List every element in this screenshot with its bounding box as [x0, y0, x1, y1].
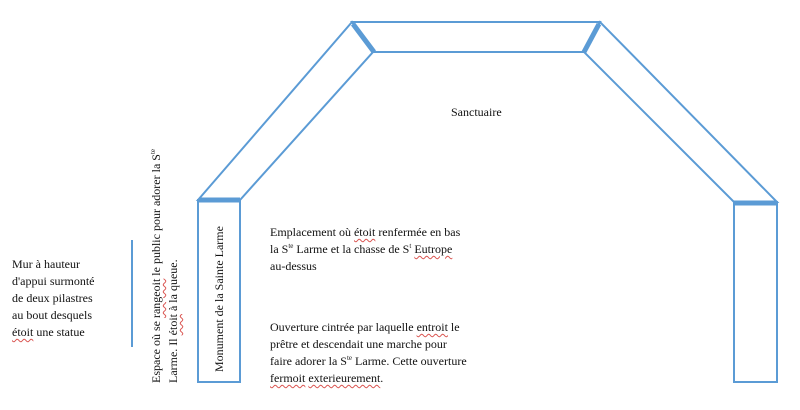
ouverture-line-3: faire adorer la $S^{te}$ Larme. Cette ouverture	[270, 354, 467, 368]
sanctuaire-label: Sanctuaire	[451, 105, 502, 119]
mur-note	[12, 256, 94, 341]
mur-line-4: au bout desquels	[12, 308, 92, 322]
espace-line-1: Espace où se rangeoit le public pour adorer la $S^{te}$	[149, 148, 163, 383]
right-pillar	[734, 202, 777, 382]
emplacement-line-3: au-dessus	[270, 259, 317, 273]
mur-line-2: d'appui surmonté	[12, 274, 95, 288]
mur-line-5: étoit une statue	[12, 325, 85, 339]
top-wall	[352, 22, 600, 52]
right-diagonal-wall	[584, 22, 777, 202]
mur-line-1: Mur à hauteur	[12, 257, 80, 271]
emplacement-line-2: la $S^{te}$ Larme et la chasse de $S^t$ Eutrope	[270, 242, 453, 256]
joint-top-right	[584, 24, 599, 52]
espace-line-2: Larme. Il étoit à la queue.	[166, 259, 180, 383]
ouverture-line-4: fermoit exterieurement.	[270, 371, 384, 385]
emplacement-line-1: Emplacement où étoit renfermée en bas	[270, 225, 461, 239]
ouverture-line-2: prêtre et descendait une marche pour	[270, 337, 447, 351]
joint-top-left	[353, 24, 374, 52]
espace-note	[148, 149, 182, 383]
ouverture-note	[270, 319, 467, 387]
monument-label: Monument de la Sainte Larme	[212, 226, 226, 372]
mur-line-3: de deux pilastres	[12, 291, 93, 305]
left-diagonal-wall	[198, 22, 373, 200]
emplacement-note	[270, 224, 460, 275]
ouverture-line-1: Ouverture cintrée par laquelle entroit le	[270, 320, 460, 334]
